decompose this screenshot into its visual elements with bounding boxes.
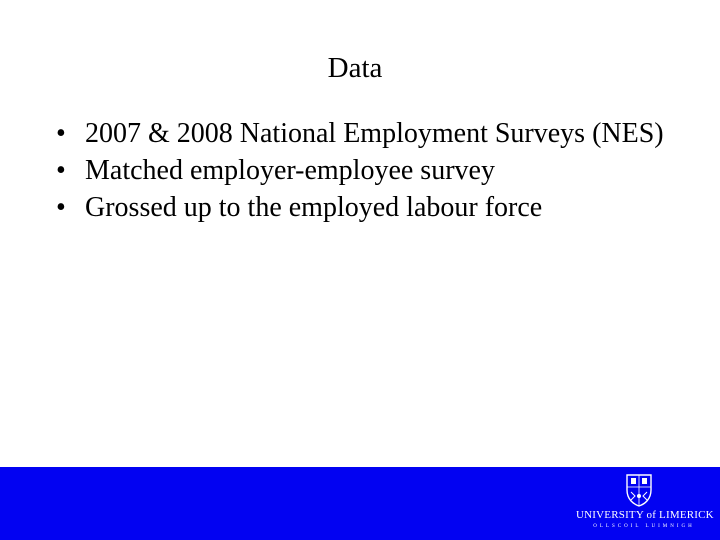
bullet-text: 2007 & 2008 National Employment Surveys (NES) <box>85 118 664 149</box>
slide-title: Data <box>327 52 383 84</box>
bullet-marker: • <box>56 118 66 149</box>
bullet-item <box>56 154 696 187</box>
university-logo <box>576 472 720 536</box>
logo-university-name: UNIVERSITY of LIMERICK <box>576 509 714 521</box>
bullet-text: Grossed up to the employed labour force <box>85 192 543 223</box>
bullet-marker: • <box>56 155 66 186</box>
bullet-list <box>56 117 696 228</box>
bullet-marker: • <box>56 192 66 223</box>
logo-irish-name: OLLSCOIL LUIMNIGH <box>593 524 695 529</box>
bullet-item <box>56 117 696 150</box>
bullet-text: Matched employer-employee survey <box>85 155 495 186</box>
bullet-item <box>56 191 696 224</box>
university-crest-icon <box>621 472 657 508</box>
